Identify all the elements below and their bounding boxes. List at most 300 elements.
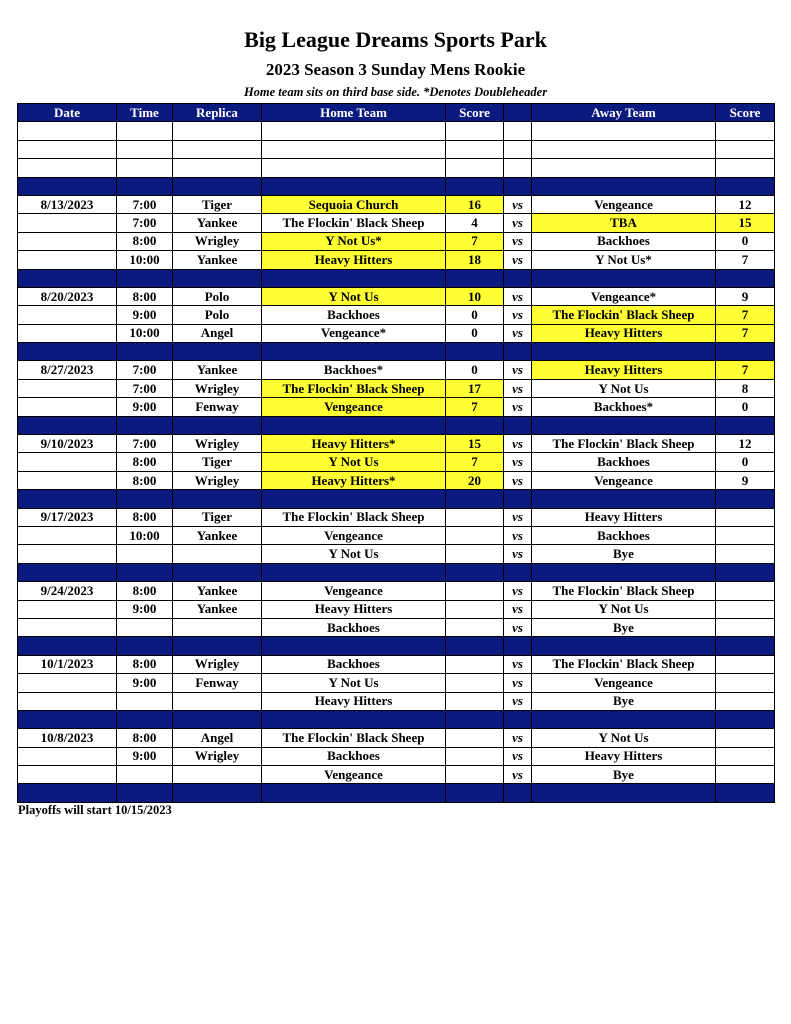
- vs-cell: vs: [504, 232, 532, 250]
- replica-cell: Wrigley: [173, 232, 262, 250]
- vs-cell: vs: [504, 747, 532, 765]
- away-team-cell: Bye: [532, 618, 716, 636]
- home-score-cell: [446, 655, 504, 673]
- page-title: Big League Dreams Sports Park: [244, 27, 547, 52]
- header-home-team: Home Team: [262, 104, 446, 122]
- replica-cell: Wrigley: [173, 435, 262, 453]
- separator-cell: [262, 343, 446, 361]
- away-score-cell: 12: [716, 435, 775, 453]
- home-team-cell: Heavy Hitters: [262, 251, 446, 269]
- header-time: Time: [117, 104, 173, 122]
- separator-cell: [446, 269, 504, 287]
- away-score-cell: [716, 729, 775, 747]
- home-score-cell: 15: [446, 435, 504, 453]
- away-team-cell: Bye: [532, 692, 716, 710]
- vs-cell: vs: [504, 195, 532, 213]
- separator-cell: [504, 177, 532, 195]
- separator-cell: [532, 563, 716, 581]
- separator-cell: [262, 784, 446, 802]
- date-cell: [18, 214, 117, 232]
- separator-row: [18, 637, 775, 655]
- home-score-cell: [446, 526, 504, 544]
- away-score-cell: [716, 582, 775, 600]
- separator-cell: [716, 637, 775, 655]
- home-score-cell: [446, 600, 504, 618]
- vs-cell: vs: [504, 729, 532, 747]
- away-team-cell: Y Not Us: [532, 600, 716, 618]
- away-score-cell: [716, 655, 775, 673]
- home-team-cell: Y Not Us: [262, 545, 446, 563]
- time-cell: 9:00: [117, 398, 173, 416]
- home-team-cell: Vengeance: [262, 398, 446, 416]
- date-cell: 10/1/2023: [18, 655, 117, 673]
- away-team-cell: Y Not Us*: [532, 251, 716, 269]
- replica-cell: [173, 692, 262, 710]
- vs-cell: vs: [504, 582, 532, 600]
- separator-cell: [504, 343, 532, 361]
- separator-cell: [262, 710, 446, 728]
- separator-cell: [446, 563, 504, 581]
- replica-cell: Fenway: [173, 674, 262, 692]
- separator-row: [18, 177, 775, 195]
- separator-cell: [262, 637, 446, 655]
- time-cell: [117, 545, 173, 563]
- replica-cell: Yankee: [173, 214, 262, 232]
- time-cell: 7:00: [117, 361, 173, 379]
- blank-cell: [262, 159, 446, 177]
- separator-cell: [532, 710, 716, 728]
- home-score-cell: 10: [446, 287, 504, 305]
- game-row: [18, 435, 775, 453]
- away-team-cell: Heavy Hitters: [532, 361, 716, 379]
- separator-cell: [716, 490, 775, 508]
- blank-cell: [504, 122, 532, 140]
- game-row: [18, 655, 775, 673]
- blank-cell: [446, 140, 504, 158]
- date-cell: 8/13/2023: [18, 195, 117, 213]
- separator-cell: [117, 563, 173, 581]
- separator-cell: [173, 177, 262, 195]
- away-team-cell: Y Not Us: [532, 729, 716, 747]
- game-row: [18, 600, 775, 618]
- header-vs: [504, 104, 532, 122]
- away-team-cell: Backhoes: [532, 232, 716, 250]
- date-cell: [18, 618, 117, 636]
- vs-cell: vs: [504, 324, 532, 342]
- blank-cell: [262, 140, 446, 158]
- separator-cell: [117, 637, 173, 655]
- home-score-cell: 20: [446, 471, 504, 489]
- home-team-cell: Vengeance: [262, 526, 446, 544]
- separator-cell: [446, 343, 504, 361]
- vs-cell: vs: [504, 251, 532, 269]
- schedule-body: [18, 122, 775, 802]
- away-score-cell: [716, 508, 775, 526]
- separator-cell: [173, 637, 262, 655]
- header-away-score: Score: [716, 104, 775, 122]
- blank-cell: [716, 122, 775, 140]
- replica-cell: Fenway: [173, 398, 262, 416]
- time-cell: 10:00: [117, 324, 173, 342]
- game-row: [18, 471, 775, 489]
- home-team-cell: Heavy Hitters: [262, 600, 446, 618]
- away-score-cell: 15: [716, 214, 775, 232]
- separator-cell: [532, 784, 716, 802]
- date-cell: [18, 379, 117, 397]
- home-team-cell: Backhoes*: [262, 361, 446, 379]
- game-row: [18, 729, 775, 747]
- game-row: [18, 674, 775, 692]
- blank-cell: [173, 159, 262, 177]
- vs-cell: vs: [504, 379, 532, 397]
- header-row: [18, 104, 775, 122]
- separator-cell: [173, 710, 262, 728]
- home-score-cell: 0: [446, 324, 504, 342]
- vs-cell: vs: [504, 435, 532, 453]
- vs-cell: vs: [504, 453, 532, 471]
- blank-cell: [532, 122, 716, 140]
- home-team-cell: Y Not Us: [262, 453, 446, 471]
- vs-cell: vs: [504, 526, 532, 544]
- game-row: [18, 232, 775, 250]
- away-team-cell: The Flockin' Black Sheep: [532, 582, 716, 600]
- blank-cell: [446, 122, 504, 140]
- game-row: [18, 195, 775, 213]
- away-team-cell: The Flockin' Black Sheep: [532, 306, 716, 324]
- away-team-cell: The Flockin' Black Sheep: [532, 655, 716, 673]
- header-home-score: Score: [446, 104, 504, 122]
- date-cell: [18, 232, 117, 250]
- home-score-cell: [446, 582, 504, 600]
- date-cell: 10/8/2023: [18, 729, 117, 747]
- schedule-table: [17, 103, 775, 803]
- separator-cell: [504, 563, 532, 581]
- vs-cell: vs: [504, 398, 532, 416]
- away-team-cell: Heavy Hitters: [532, 508, 716, 526]
- away-team-cell: Heavy Hitters: [532, 324, 716, 342]
- time-cell: [117, 692, 173, 710]
- game-row: [18, 251, 775, 269]
- away-score-cell: [716, 526, 775, 544]
- blank-cell: [716, 140, 775, 158]
- home-score-cell: 7: [446, 398, 504, 416]
- separator-cell: [18, 710, 117, 728]
- away-team-cell: Y Not Us: [532, 379, 716, 397]
- separator-cell: [532, 343, 716, 361]
- time-cell: 8:00: [117, 655, 173, 673]
- away-score-cell: [716, 766, 775, 784]
- separator-row: [18, 710, 775, 728]
- replica-cell: Wrigley: [173, 747, 262, 765]
- separator-cell: [18, 416, 117, 434]
- home-score-cell: [446, 674, 504, 692]
- away-team-cell: Backhoes*: [532, 398, 716, 416]
- home-team-cell: Backhoes: [262, 618, 446, 636]
- game-row: [18, 453, 775, 471]
- vs-cell: vs: [504, 618, 532, 636]
- away-score-cell: [716, 692, 775, 710]
- away-score-cell: 9: [716, 471, 775, 489]
- vs-cell: vs: [504, 471, 532, 489]
- game-row: [18, 618, 775, 636]
- game-row: [18, 545, 775, 563]
- away-score-cell: [716, 545, 775, 563]
- away-team-cell: The Flockin' Black Sheep: [532, 435, 716, 453]
- schedule-note: Home team sits on third base side. *Denotes Doubleheader: [243, 85, 548, 99]
- time-cell: 8:00: [117, 729, 173, 747]
- time-cell: 8:00: [117, 287, 173, 305]
- replica-cell: Yankee: [173, 361, 262, 379]
- home-team-cell: Sequoia Church: [262, 195, 446, 213]
- home-score-cell: [446, 766, 504, 784]
- separator-cell: [18, 784, 117, 802]
- separator-cell: [18, 490, 117, 508]
- header-replica: Replica: [173, 104, 262, 122]
- separator-row: [18, 490, 775, 508]
- home-score-cell: [446, 508, 504, 526]
- blank-cell: [173, 122, 262, 140]
- separator-cell: [532, 490, 716, 508]
- home-score-cell: 7: [446, 232, 504, 250]
- separator-cell: [18, 343, 117, 361]
- separator-cell: [504, 490, 532, 508]
- separator-cell: [532, 416, 716, 434]
- away-score-cell: 12: [716, 195, 775, 213]
- away-score-cell: 0: [716, 232, 775, 250]
- away-score-cell: 7: [716, 306, 775, 324]
- header-date: Date: [18, 104, 117, 122]
- separator-cell: [532, 637, 716, 655]
- away-score-cell: [716, 674, 775, 692]
- away-score-cell: [716, 600, 775, 618]
- home-team-cell: Backhoes: [262, 747, 446, 765]
- game-row: [18, 398, 775, 416]
- separator-cell: [716, 784, 775, 802]
- separator-row: [18, 416, 775, 434]
- vs-cell: vs: [504, 766, 532, 784]
- separator-cell: [173, 269, 262, 287]
- separator-cell: [173, 343, 262, 361]
- date-cell: [18, 471, 117, 489]
- game-row: [18, 361, 775, 379]
- time-cell: 7:00: [117, 195, 173, 213]
- home-score-cell: [446, 545, 504, 563]
- game-row: [18, 306, 775, 324]
- home-team-cell: Y Not Us: [262, 674, 446, 692]
- date-cell: [18, 766, 117, 784]
- replica-cell: Angel: [173, 324, 262, 342]
- time-cell: 7:00: [117, 379, 173, 397]
- date-cell: 9/10/2023: [18, 435, 117, 453]
- time-cell: [117, 618, 173, 636]
- game-row: [18, 214, 775, 232]
- separator-cell: [117, 177, 173, 195]
- separator-cell: [446, 416, 504, 434]
- away-team-cell: Vengeance: [532, 674, 716, 692]
- time-cell: 8:00: [117, 508, 173, 526]
- away-team-cell: Backhoes: [532, 453, 716, 471]
- time-cell: 8:00: [117, 453, 173, 471]
- home-score-cell: 7: [446, 453, 504, 471]
- replica-cell: Tiger: [173, 453, 262, 471]
- footer-note: Playoffs will start 10/15/2023: [18, 803, 172, 817]
- separator-cell: [446, 637, 504, 655]
- game-row: [18, 324, 775, 342]
- away-score-cell: 0: [716, 453, 775, 471]
- away-score-cell: 7: [716, 361, 775, 379]
- date-cell: 9/24/2023: [18, 582, 117, 600]
- home-score-cell: 17: [446, 379, 504, 397]
- separator-cell: [117, 710, 173, 728]
- date-cell: 9/17/2023: [18, 508, 117, 526]
- date-cell: [18, 526, 117, 544]
- time-cell: 7:00: [117, 214, 173, 232]
- date-cell: [18, 453, 117, 471]
- game-row: [18, 747, 775, 765]
- separator-cell: [446, 490, 504, 508]
- time-cell: 8:00: [117, 232, 173, 250]
- vs-cell: vs: [504, 214, 532, 232]
- blank-cell: [117, 159, 173, 177]
- date-cell: [18, 306, 117, 324]
- vs-cell: vs: [504, 655, 532, 673]
- separator-cell: [716, 269, 775, 287]
- game-row: [18, 379, 775, 397]
- replica-cell: Polo: [173, 287, 262, 305]
- separator-cell: [173, 416, 262, 434]
- separator-cell: [18, 563, 117, 581]
- home-team-cell: The Flockin' Black Sheep: [262, 379, 446, 397]
- vs-cell: vs: [504, 600, 532, 618]
- replica-cell: Wrigley: [173, 471, 262, 489]
- time-cell: 9:00: [117, 600, 173, 618]
- separator-cell: [716, 177, 775, 195]
- date-cell: [18, 545, 117, 563]
- blank-row: [18, 122, 775, 140]
- vs-cell: vs: [504, 692, 532, 710]
- separator-cell: [117, 490, 173, 508]
- separator-row: [18, 343, 775, 361]
- blank-row: [18, 159, 775, 177]
- home-score-cell: [446, 618, 504, 636]
- away-score-cell: 0: [716, 398, 775, 416]
- home-score-cell: 0: [446, 361, 504, 379]
- home-team-cell: The Flockin' Black Sheep: [262, 214, 446, 232]
- home-team-cell: The Flockin' Black Sheep: [262, 729, 446, 747]
- separator-cell: [18, 177, 117, 195]
- blank-cell: [117, 122, 173, 140]
- page-subtitle: 2023 Season 3 Sunday Mens Rookie: [265, 60, 526, 79]
- replica-cell: Angel: [173, 729, 262, 747]
- time-cell: 9:00: [117, 747, 173, 765]
- separator-cell: [716, 416, 775, 434]
- header-away-team: Away Team: [532, 104, 716, 122]
- separator-row: [18, 784, 775, 802]
- time-cell: 9:00: [117, 306, 173, 324]
- separator-cell: [18, 637, 117, 655]
- home-score-cell: [446, 692, 504, 710]
- replica-cell: [173, 766, 262, 784]
- replica-cell: Yankee: [173, 600, 262, 618]
- game-row: [18, 766, 775, 784]
- home-team-cell: Backhoes: [262, 306, 446, 324]
- separator-cell: [262, 269, 446, 287]
- home-score-cell: [446, 729, 504, 747]
- away-score-cell: 7: [716, 251, 775, 269]
- separator-cell: [173, 490, 262, 508]
- date-cell: [18, 600, 117, 618]
- away-team-cell: Bye: [532, 766, 716, 784]
- away-score-cell: 9: [716, 287, 775, 305]
- time-cell: [117, 766, 173, 784]
- separator-cell: [262, 563, 446, 581]
- away-score-cell: [716, 618, 775, 636]
- replica-cell: Yankee: [173, 582, 262, 600]
- blank-cell: [504, 140, 532, 158]
- time-cell: 8:00: [117, 582, 173, 600]
- away-team-cell: Bye: [532, 545, 716, 563]
- home-team-cell: Vengeance*: [262, 324, 446, 342]
- separator-cell: [262, 416, 446, 434]
- vs-cell: vs: [504, 508, 532, 526]
- home-team-cell: Vengeance: [262, 766, 446, 784]
- separator-cell: [117, 784, 173, 802]
- vs-cell: vs: [504, 287, 532, 305]
- time-cell: 8:00: [117, 471, 173, 489]
- separator-cell: [532, 269, 716, 287]
- game-row: [18, 692, 775, 710]
- home-score-cell: 16: [446, 195, 504, 213]
- separator-cell: [716, 343, 775, 361]
- home-score-cell: 0: [446, 306, 504, 324]
- separator-cell: [18, 269, 117, 287]
- vs-cell: vs: [504, 674, 532, 692]
- separator-cell: [446, 177, 504, 195]
- separator-cell: [446, 784, 504, 802]
- separator-cell: [504, 416, 532, 434]
- replica-cell: Polo: [173, 306, 262, 324]
- away-team-cell: Backhoes: [532, 526, 716, 544]
- away-team-cell: Heavy Hitters: [532, 747, 716, 765]
- replica-cell: Yankee: [173, 251, 262, 269]
- vs-cell: vs: [504, 361, 532, 379]
- replica-cell: Tiger: [173, 195, 262, 213]
- blank-cell: [716, 159, 775, 177]
- time-cell: 7:00: [117, 435, 173, 453]
- game-row: [18, 526, 775, 544]
- home-team-cell: The Flockin' Black Sheep: [262, 508, 446, 526]
- replica-cell: Wrigley: [173, 379, 262, 397]
- replica-cell: [173, 545, 262, 563]
- vs-cell: vs: [504, 306, 532, 324]
- date-cell: 8/20/2023: [18, 287, 117, 305]
- game-row: [18, 508, 775, 526]
- blank-cell: [18, 140, 117, 158]
- date-cell: [18, 747, 117, 765]
- time-cell: 10:00: [117, 526, 173, 544]
- home-score-cell: [446, 747, 504, 765]
- date-cell: [18, 251, 117, 269]
- away-team-cell: Vengeance*: [532, 287, 716, 305]
- separator-cell: [532, 177, 716, 195]
- blank-row: [18, 140, 775, 158]
- separator-cell: [173, 563, 262, 581]
- separator-cell: [117, 416, 173, 434]
- blank-cell: [262, 122, 446, 140]
- date-cell: [18, 692, 117, 710]
- replica-cell: [173, 618, 262, 636]
- date-cell: 8/27/2023: [18, 361, 117, 379]
